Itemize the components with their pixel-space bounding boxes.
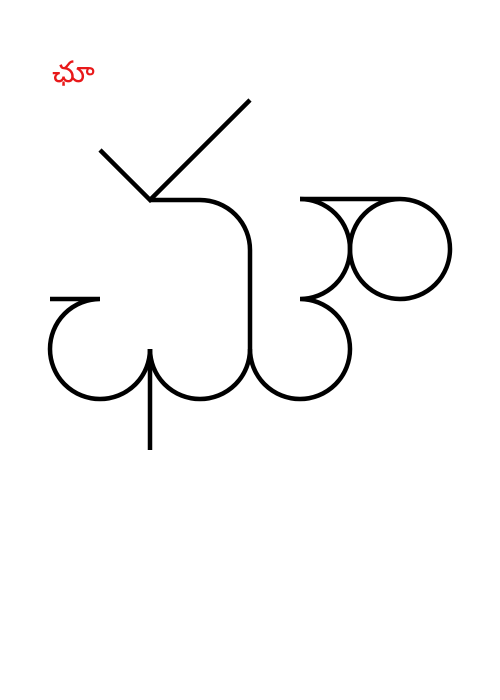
glyph-right-bowl-stroke [250, 199, 350, 399]
glyph-left-bowl-stroke [50, 299, 150, 399]
glyph-vowel-loop-stroke [300, 199, 450, 299]
glyph-tick-stroke [100, 100, 250, 200]
glyph-middle-stroke [150, 200, 250, 399]
glyph-label: ఛూ [52, 55, 95, 90]
